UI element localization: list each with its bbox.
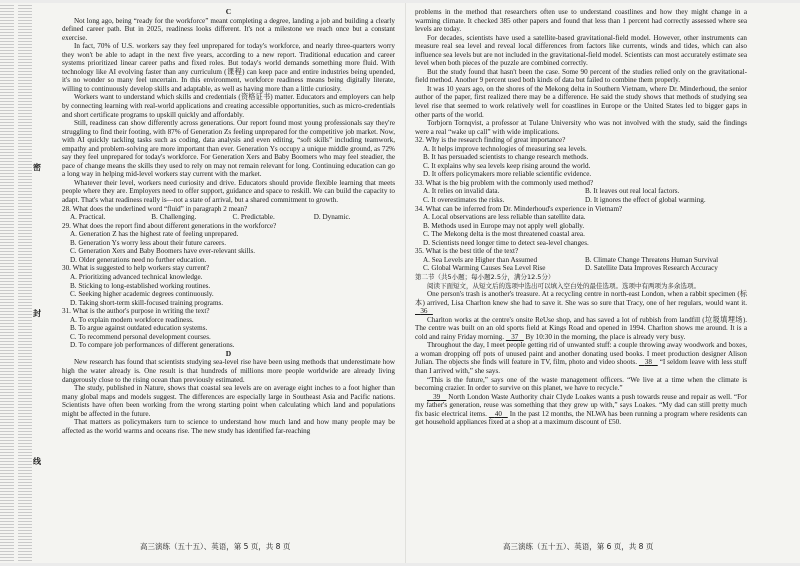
option-d: D. To compare job performances of different generations. [70,341,235,350]
question-33-options [423,196,747,205]
binding-margin [0,3,32,563]
option-c: C. Global Warming Causes Sea Level Rise [423,264,546,273]
option-b: B. It leaves out real local factors. [585,187,680,196]
option-b: B. Sticking to long-established working routines. [70,281,211,290]
question-35: 35. What is the best title of the text? [415,247,519,256]
cloze-text: By 10:30 in the morning, the place is already very busy. [525,332,686,341]
blank-39: 39 [433,392,441,401]
question-33-options [423,187,747,196]
option-c: C. The Mekong delta is the most threatened coastal area. [423,230,585,239]
option-b: B. It has persuaded scientists to change research methods. [423,153,589,162]
cloze-paragraph [415,290,747,316]
passage-d-paragraph: New research has found that scientists studying sea-level rise have been using methods that underestimate how high the water already is. One result is that hundreds of millions more people worldwide are already living dangerously close to the rising ocean than previously estimated. [62,358,395,384]
option-d: D. It offers policymakers more reliable scientific evidence. [423,170,592,179]
option-a: A. Practical. [70,213,106,222]
question-31: 31. What is the author's purpose in writing the text? [62,307,210,316]
cloze-paragraph [415,341,747,375]
option-b: B. Climate Change Threatens Human Survival [585,255,719,264]
option-c: C. To recommend personal development courses. [70,332,211,341]
option-c: C. Seeking higher academic degrees continuously. [70,290,214,299]
cloze-paragraph [415,316,747,342]
passage-d-paragraph: But the study found that hasn't been the case. Some 90 percent of the studies relied only on the gravitational-field method. Another 9 percent used both kinds of data but failed to combine them properly. [415,67,747,85]
option-b: B. To argue against outdated education systems. [70,324,208,333]
passage-d-paragraph: problems in the method that researchers often use to understand coastlines and how they might change in a warming climate. It checked 385 other papers and found that less than 1 percent had correctly assessed where sea levels are today. [415,8,747,34]
option-c: C. Predictable. [232,213,275,222]
column-divider [405,3,406,563]
passage-c-paragraph: Workers want to understand which skills and credentials (资格证书) matter. Educators and employers can help by connecting learning with real-world applications and creating accessible opportunities, such as micro-credentials and short certificate programs to upskill quickly and affordably. [62,93,395,119]
part-2-instructions: 阅读下面短文，从短文后的选项中选出可以填入空白处的最佳选项。选项中有两项为多余选项。 [427,281,700,290]
option-b: B. Challenging. [151,213,197,222]
passage-d-paragraph: Torbjorn Tornqvist, a professor at Tulane University who was not involved with the study, said the findings were a real “wake up call” with wide implications. [415,119,747,136]
passage-d-paragraph: The study, published in Nature, shows that coastal sea levels are on average eight inches to a foot higher than many global maps and models suggest. The differences are especially large in Southeast Asia and Pacific nations. Scientists have often been working from the wrong starting point when calculating which land and populations might be affected in the future. [62,384,395,418]
cloze-text: North London Waste Authority chair Clyde Loakes wants a push towards reuse and repair as well. “For my father's generation, reuse was something that they grew up with,” says Loakes. “My dad can still pretty much fix basic electrical items. [415,392,747,418]
blank-37: 37 [511,332,519,341]
cloze-paragraph [415,393,747,427]
question-35-options [423,256,747,265]
option-d: D. Dynamic. [313,213,351,222]
question-34: 34. What can be inferred from Dr. Minderhoud's experience in Vietnam? [415,204,623,213]
option-d: D. It ignores the effect of global warming. [585,196,706,205]
seal-mark-xian: 线 [33,457,41,466]
passage-d-paragraph: That matters as policymakers turn to science to understand how much land and how many people may be affected as the world warms and oceans rise. The new study has identified far-reaching [62,418,395,435]
option-a: A. Generation Z has the highest rate of feeling unprepared. [70,230,239,239]
cloze-text: “I seldom leave with less stuff than I arrived with,” she says. [415,358,747,375]
question-33: 33. What is the big problem with the commonly used method? [415,178,594,187]
option-d: D. Scientists need longer time to detect sea-level changes. [423,238,589,247]
option-c: C. It overestimates the risks. [423,196,505,205]
option-d: D. Taking short-term skill-focused training programs. [70,298,224,307]
question-28: 28. What does the underlined word “fluid” in paragraph 2 mean? [62,204,248,213]
question-30: 30. What is suggested to help workers stay current? [62,264,210,273]
cloze-text: One person's trash is another's treasure. At a recycling centre in north-east London, when a rabbit specimen (标本) arrived, Lisa Charlton knew she had to save it. She was so sure that Tracy, one of her regulars, would want it. [415,290,747,307]
cloze-text: Throughout the day, I meet people getting rid of unwanted stuff: a couple throwing away woodwork and boxes, a woman dropping off pots of unused paint and another donating used books. I meet production designer Alison Julian. The objects she finds will feature in TV, film, photo and video shoots. [415,341,747,367]
passage-d-paragraph: It was 10 years ago, on the shores of the Mekong delta in Southern Vietnam, where Dr. Minderhoud, the senior author of the paper, first realized there may be a difference. He said the study shows that methods of studying sea level rise that seemed to work relatively well for coastlines in Europe or the United States led to bigger gaps in other parts of the world. [415,84,747,119]
page-5-column [62,8,395,435]
option-a: A. Local observations are less reliable than satellite data. [423,213,586,222]
option-b: B. Methods used in Europe may not apply well globally. [423,221,585,230]
option-a: A. It helps improve technologies of measuring sea levels. [423,144,587,153]
passage-c-paragraph: Not long ago, being “ready for the workforce” meant completing a degree, landing a job and building a clearly defined career path. But in 2025, readiness looks different. It's not a milestone we reach once but a constant exercise. [62,16,395,42]
option-d: D. Older generations need no further education. [70,255,207,264]
seal-mark-mi: 密 [33,163,41,172]
option-c: C. It explains why sea levels keep rising around the world. [423,161,591,170]
passage-c-paragraph: Whatever their level, workers need curiosity and drive. Educators should provide flexible learning that meets people where they are. Employers need to offer support, guidance and space to reskill. We can build the capacity to adapt. That's what readiness really is—not a state of arrival, but a shared commitment to growth. [62,178,395,205]
page-6-footer: 高三演练（五十五）、英语，第 6 页，共 8 页 [503,542,654,551]
passage-c-paragraph: In fact, 70% of U.S. workers say they feel unprepared for today's workforce, and nearly three-quarters worry they won't be able to adapt in the next five years, according to a new report. Traditional education and career systems prioritized linear career paths and fixed roles. But today's world demands something more fluid. With technology like AI evolving faster than any curriculum (课程) can keep pace and entire industries being upended, it's no wonder so many feel uncertain. In this environment, workforce readiness means being digitally literate, willing to continuously develop skills and adaptable, as well as having more than a little curiosity. [62,42,395,93]
seal-mark-feng: 封 [33,309,41,318]
option-a: A. It relies on invalid data. [423,187,500,196]
option-d: D. Satellite Data Improves Research Accuracy [585,264,718,273]
cloze-paragraph: “This is the future,” says one of the waste management officers. “We live at a time when the climate is becoming crazier. In order to survive on this planet, we have to recycle.” [415,375,747,393]
question-32: 32. Why is the research finding of great importance? [415,136,566,145]
passage-c-paragraph: Still, readiness can show differently across generations. Our report found most young professionals say they're struggling to find their footing, with 87% of Generation Zs feeling unprepared for the competitive job market. Now, with AI quickly tackling tasks such as coding, data analysis and even editing, “soft skills” including teamwork, empathy and problem-solving are more important than ever. Generation Ys occupy a unique middle ground, as 72% say they feel unprepared for today's workforce. For Generation Xers and Baby Boomers who may feel steadier, the pace of change means the skills they used to rely on may not remain relevant for long. Continuing education can go a long way in helping mid-level workers stay current with the market. [62,119,395,179]
page-6-column [415,8,747,427]
question-35-options [423,264,747,273]
option-c: C. Generation Xers and Baby Boomers have ever-relevant skills. [70,247,256,256]
cloze-text: In the past 12 months, the NLWA has been running a program where residents can get household appliances fixed at a shop at a maximum discount of £50. [415,409,747,427]
exam-sheet [0,3,800,563]
blank-40: 40 [494,409,502,418]
option-a: A. To explain modern workforce readiness. [70,315,194,324]
blank-36: 36 [420,307,428,316]
part-2-heading: 第二节（共5小题；每小题2.5分，满分12.5分） [415,272,555,281]
cloze-text: Charlton works at the centre's onsite ReUse shop, and has saved a lot of rubbish from landfill (垃圾填埋场). The centre was built on an old sports field at Kings Road and opened in 1994. Charlton shows me around. It is a cold and rainy Friday morning. [415,315,747,341]
blank-38: 38 [644,358,652,367]
section-d-heading: D [225,348,232,358]
question-28-options [70,213,395,222]
option-a: A. Sea Levels are Higher than Assumed [423,255,538,264]
option-a: A. Prioritizing advanced technical knowledge. [70,272,203,281]
section-c-heading: C [225,7,232,16]
page-5-footer: 高三演练（五十五）、英语，第 5 页，共 8 页 [140,542,291,551]
passage-d-paragraph: For decades, scientists have used a satellite-based gravitational-field model. However, other instruments can measure real sea level and reveal local differences from factors like currents, winds and tides, which can also influence sea levels but are not included in the gravitational-field model. Scientists can most accurately estimate sea level when both pieces of the puzzle are combined correctly. [415,33,747,68]
question-29: 29. What does the report find about different generations in the workforce? [62,221,277,230]
option-b: B. Generation Ys worry less about their future careers. [70,238,226,247]
